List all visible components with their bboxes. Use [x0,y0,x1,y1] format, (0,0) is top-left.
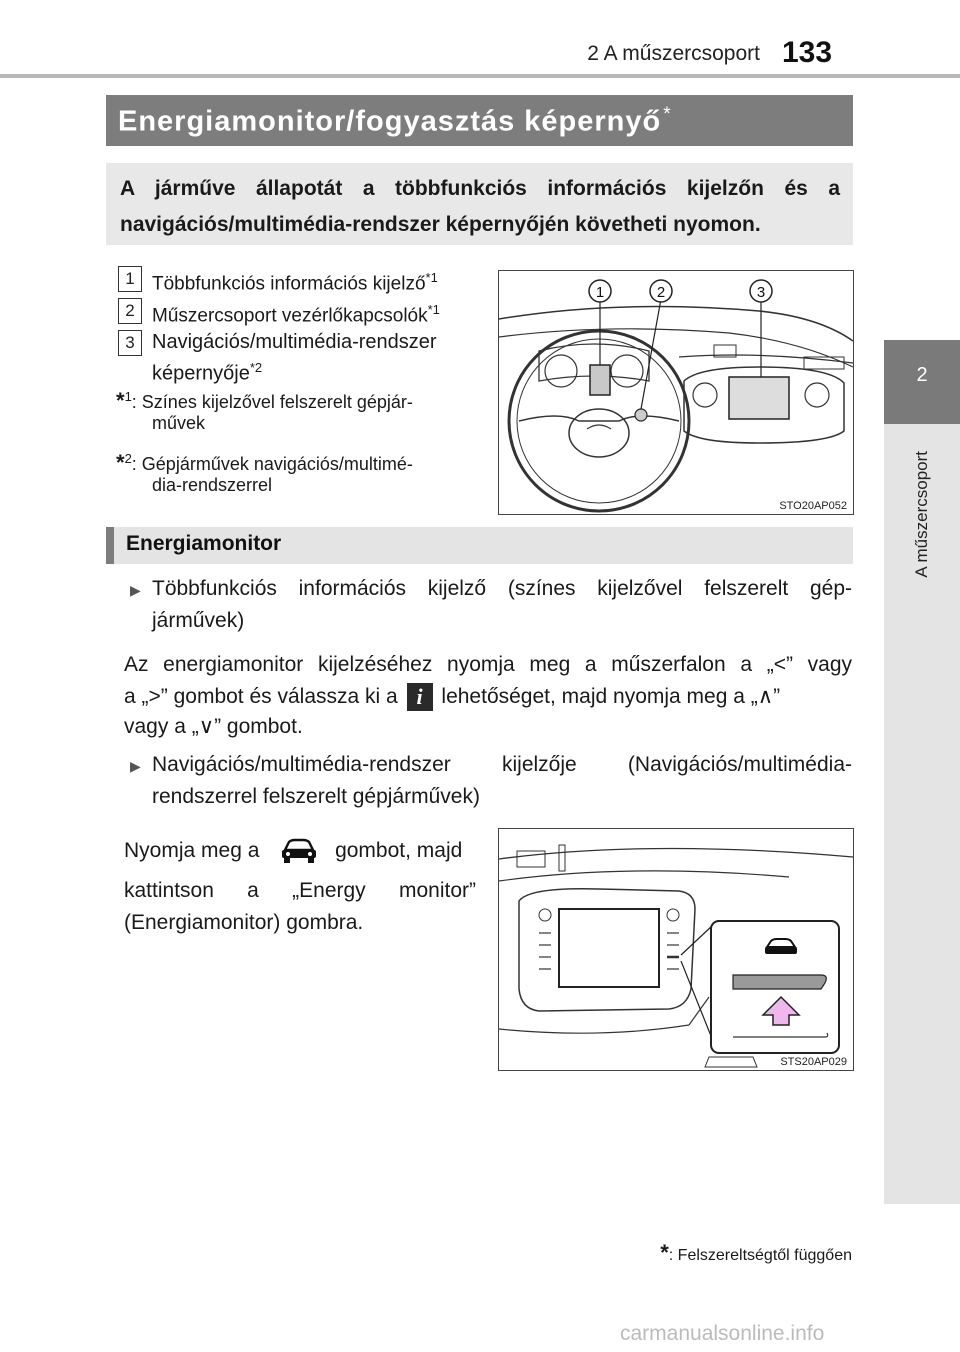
chapter-tab-number: 2 [916,364,928,386]
watermark: carmanualsonline.info [620,1322,825,1345]
bullet-1-triangle-icon: ▶ [130,582,141,598]
para-1-line2b: lehetőséget, majd nyomja meg a „∧” [441,685,781,708]
header-rule [0,74,960,78]
legend-number-2: 2 [118,298,142,324]
footnote-2-line1: : Gépjárművek navigációs/multimé- [131,454,413,474]
bullet-1-line1: Többfunkciós információs kijelző (színes kijelzővel felszerelt gép- [152,577,852,600]
legend-number-3: 3 [118,330,142,356]
footnote-2-mark: * [116,450,125,475]
footnote-1-line1: : Színes kijelzővel felszerelt gépjár- [131,392,413,412]
section-bar-accent [106,527,114,564]
para-2-line1 [124,834,480,867]
para-1-line2a: a „>” gombot és válassza ki a [124,685,398,708]
figure1-code: STO20AP052 [779,500,847,512]
footnote-1-line2: művek [152,413,206,433]
para-1-line3: vagy a „∨” gombot. [124,715,303,738]
footnote-1-mark: * [116,388,125,413]
info-icon: i [407,683,433,711]
legend-item-1-note: *1 [425,270,438,285]
legend-item-3-note: *2 [249,360,263,375]
dashboard-illustration [499,271,853,514]
callout-2-label: 2 [656,284,666,301]
para-2-line1b: gombot, majd [335,839,463,862]
chapter-side-label [884,424,960,604]
bullet-1-line2: járművek) [152,609,245,632]
legend-number-1: 1 [118,266,142,292]
legend-item-3-line2 [152,356,262,386]
legend-item-3-line1: Navigációs/multimédia-rendszer [152,331,437,353]
legend-item-2-note: *1 [427,302,440,317]
callout-1-label: 1 [595,284,605,301]
bullet-2-line1: Navigációs/multimédia-rendszer kijelzője (Navigációs/multimédia- [152,753,852,776]
mid-display-highlight [590,365,610,395]
running-header-section: 2 A műszercsoport [587,42,760,65]
para-2-line2: kattintson a „Energy monitor” [124,879,476,902]
legend-item-3-text: képernyője [152,362,250,385]
legend-item-1 [152,266,438,296]
page-footnote [560,1240,852,1266]
multimedia-illustration [499,829,853,1070]
page-footnote-text: : Felszereltségtől függően [668,1247,852,1264]
para-1-line2 [124,680,852,713]
footnote-1-sup: 1 [124,389,132,404]
legend-item-2 [152,298,440,328]
multimedia-figure [498,828,854,1071]
page-title-text: Energiamonitor/fogyasztás képernyő [118,105,662,138]
car-icon [279,838,319,864]
callout-3-label: 3 [756,284,766,301]
footnote-2-line2: dia-rendszerrel [152,475,273,495]
steering-switch-highlight [635,409,647,421]
page-number: 133 [782,36,833,69]
para-2-line1a: Nyomja meg a [124,839,260,862]
legend-item-1-text: Többfunkciós információs kijelző [152,273,426,295]
page-title [118,104,672,139]
figure2-code: STS20AP029 [780,1056,847,1068]
intro-text: A járműve állapotát a többfunkciós információs kijelzőn és a navigációs/multimédia-rendszer képernyőjén követheti nyomon. [120,177,840,236]
chapter-side-label-text: A műszercsoport [912,450,931,578]
title-star-marker: * [663,104,672,125]
page-footnote-mark: * [660,1240,669,1265]
para-2-line3: (Energiamonitor) gombra. [124,911,364,934]
para-1-line1: Az energiamonitor kijelzéséhez nyomja meg a műszerfalon a „<” vagy [124,653,852,676]
dashboard-figure [498,270,854,515]
bullet-2-triangle-icon: ▶ [130,758,141,774]
legend-item-2-text: Műszercsoport vezérlőkapcsolók [152,305,428,327]
section-title: Energiamonitor [126,532,282,555]
nav-screen-highlight [729,377,789,419]
footnote-2-sup: 2 [124,451,132,466]
bullet-2-line2: rendszerrel felszerelt gépjárművek) [152,785,480,808]
